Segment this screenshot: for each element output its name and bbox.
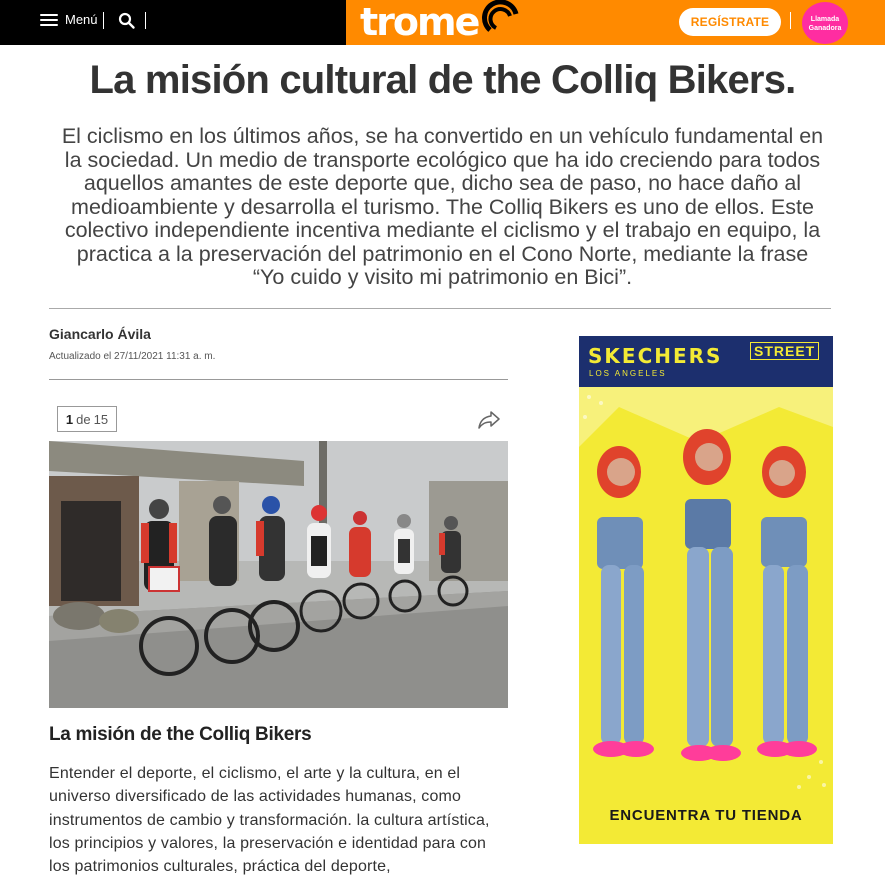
ad-brand: SKECHERS [588,344,723,368]
updated-timestamp: Actualizado el 27/11/2021 11:31 a. m. [49,351,216,362]
article-headline: La misión cultural de the Colliq Bikers. [89,58,796,102]
divider [103,12,104,29]
trome-logo[interactable] [360,0,478,45]
gallery-counter [57,406,117,432]
divider [790,12,791,29]
gallery-separator: de [76,411,91,427]
promo-line-2: Ganadora [808,25,842,32]
top-bar-left-panel [0,0,346,45]
search-icon[interactable] [118,12,136,30]
article-body: Entender el deporte, el ciclismo, el arte y la cultura, en el universo diversificado de las actividades humanas, como instrumentos de cambio y transformación. la cultura artística, los principios y valores, la preservación e identidad para con los patrimonios culturales, práctica del deporte, [49,765,490,876]
ad-street-label: STREET [750,342,819,360]
ad-subtitle: LOS ANGELES [589,369,667,378]
ad-cta-text[interactable]: ENCUENTRA TU TIENDA [609,807,803,824]
divider [49,379,508,380]
ad-header-band [579,336,833,387]
menu-label: Menú [65,12,98,27]
share-icon[interactable] [478,410,500,430]
logo-swirl-icon [476,0,526,44]
section-title: La misión de the Colliq Bikers [49,724,312,745]
author-name[interactable]: Giancarlo Ávila [49,326,151,342]
divider [145,12,146,29]
logo-text: trome [360,0,479,44]
advertisement-banner[interactable] [579,336,833,844]
divider [49,308,831,309]
gallery-total: 15 [93,411,109,427]
menu-button[interactable] [40,12,98,27]
top-navigation-bar [0,0,885,45]
promo-badge[interactable] [802,2,848,44]
ad-models-image [579,387,833,797]
gallery-current: 1 [65,411,74,427]
article-subtitle: El ciclismo en los últimos años, se ha convertido en un vehículo fundamental en la sociedad. Un medio de transporte ecológico que ha ido creciendo para todos aquellos amantes de este deporte que, dicho sea de paso, no hace daño al medioambiente y desarrolla el turismo. The Colliq Bikers es uno de ellos. Este colectivo independiente incentiva mediante el ciclismo y el trabajo en equipo, la practica a la preservación del patrimonio en el Cono Norte, mediante la frase “Yo cuido y visito mi patrimonio en Bici”. [61,124,824,289]
promo-line-1: Llamada [810,16,840,23]
article-photo-cyclists[interactable] [49,441,508,708]
hamburger-icon [40,13,58,27]
register-button[interactable]: REGÍSTRATE [679,8,781,36]
